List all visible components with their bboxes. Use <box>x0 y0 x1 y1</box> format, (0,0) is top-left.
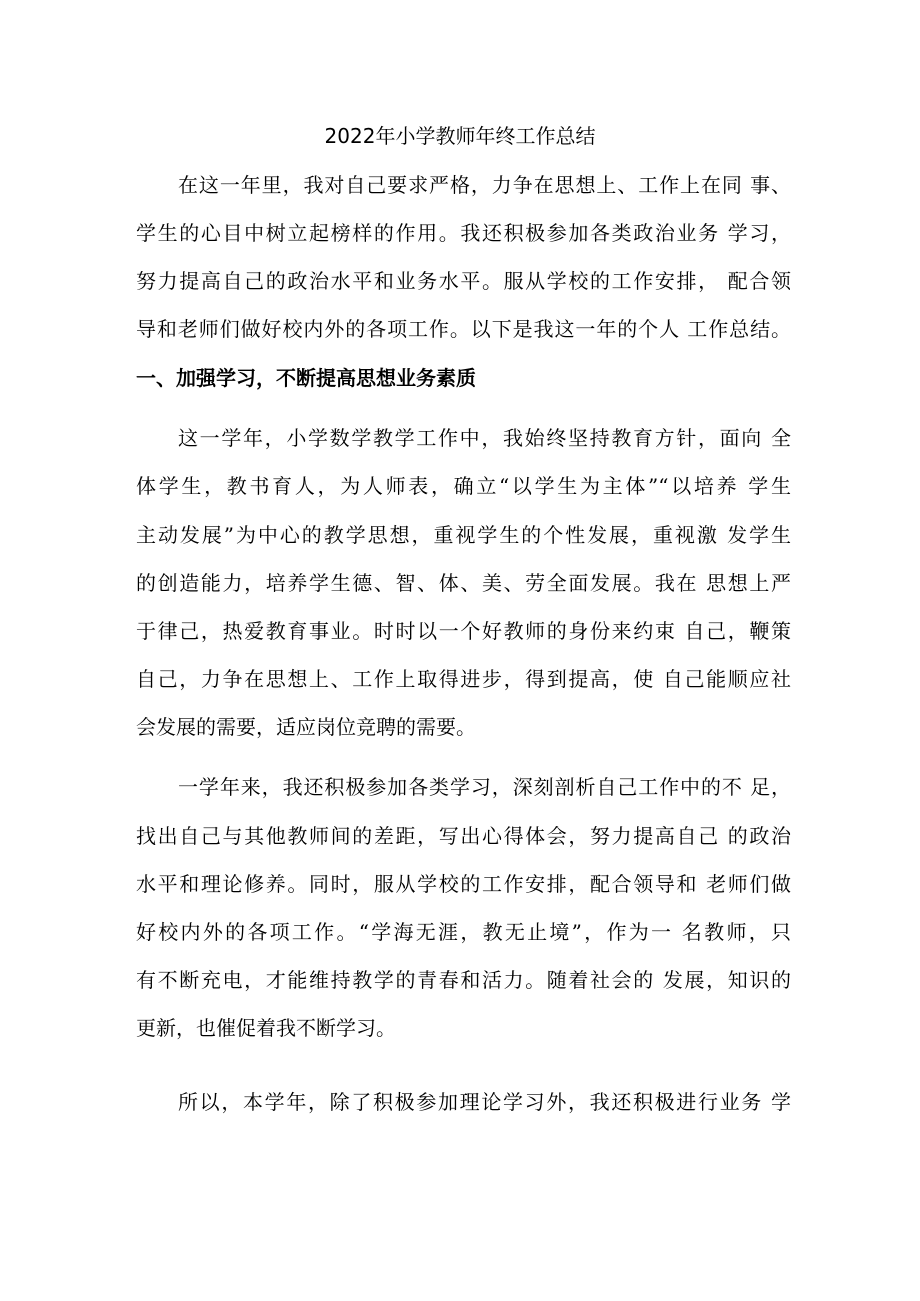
paragraph-line: 努力提高自己的政治水平和业务水平。服从学校的工作安排， 配合领 <box>136 269 791 293</box>
paragraph-line: 学生的心目中树立起榜样的作用。我还积极参加各类政治业务 学习， <box>136 221 791 245</box>
paragraph-line: 好校内外的各项工作。“学海无涯，教无止境”，作为一 名教师，只 <box>136 920 791 944</box>
paragraph-line: 这一学年，小学数学教学工作中，我始终坚持教育方针，面向 全 <box>178 426 791 450</box>
paragraph-line: 主动发展”为中心的教学思想，重视学生的个性发展，重视激 发学生 <box>136 523 791 547</box>
paragraph-line: 在这一年里，我对自己要求严格，力争在思想上、工作上在同 事、 <box>178 173 791 197</box>
paragraph-line: 于律己，热爱教育事业。时时以一个好教师的身份来约束 自己，鞭策 <box>136 619 791 643</box>
section-heading: 一、加强学习，不断提高思想业务素质 <box>136 366 476 390</box>
paragraph-line: 水平和理论修养。同时，服从学校的工作安排，配合领导和 老师们做 <box>136 872 791 896</box>
paragraph-line: 导和老师们做好校内外的各项工作。以下是我这一年的个人 工作总结。 <box>136 317 791 341</box>
paragraph-line: 的创造能力，培养学生德、智、体、美、劳全面发展。我在 思想上严 <box>136 571 791 595</box>
paragraph-line: 找出自己与其他教师间的差距，写出心得体会，努力提高自己 的政治 <box>136 824 791 848</box>
document-title: 2022年小学教师年终工作总结 <box>324 124 596 148</box>
paragraph-line: 有不断充电，才能维持教学的青春和活力。随着社会的 发展，知识的 <box>136 968 791 992</box>
paragraph-line: 一学年来，我还积极参加各类学习，深刻剖析自己工作中的不 足， <box>178 775 791 799</box>
paragraph-line: 更新，也催促着我不断学习。 <box>136 1016 396 1040</box>
paragraph-line: 所以，本学年，除了积极参加理论学习外，我还积极进行业务 学 <box>178 1090 791 1114</box>
paragraph-line: 自己，力争在思想上、工作上取得进步，得到提高，使 自己能顺应社 <box>136 667 791 691</box>
paragraph-line: 会发展的需要，适应岗位竞聘的需要。 <box>136 715 476 739</box>
paragraph-line: 体学生，教书育人，为人师表，确立“以学生为主体”“以培养 学生 <box>136 474 791 498</box>
